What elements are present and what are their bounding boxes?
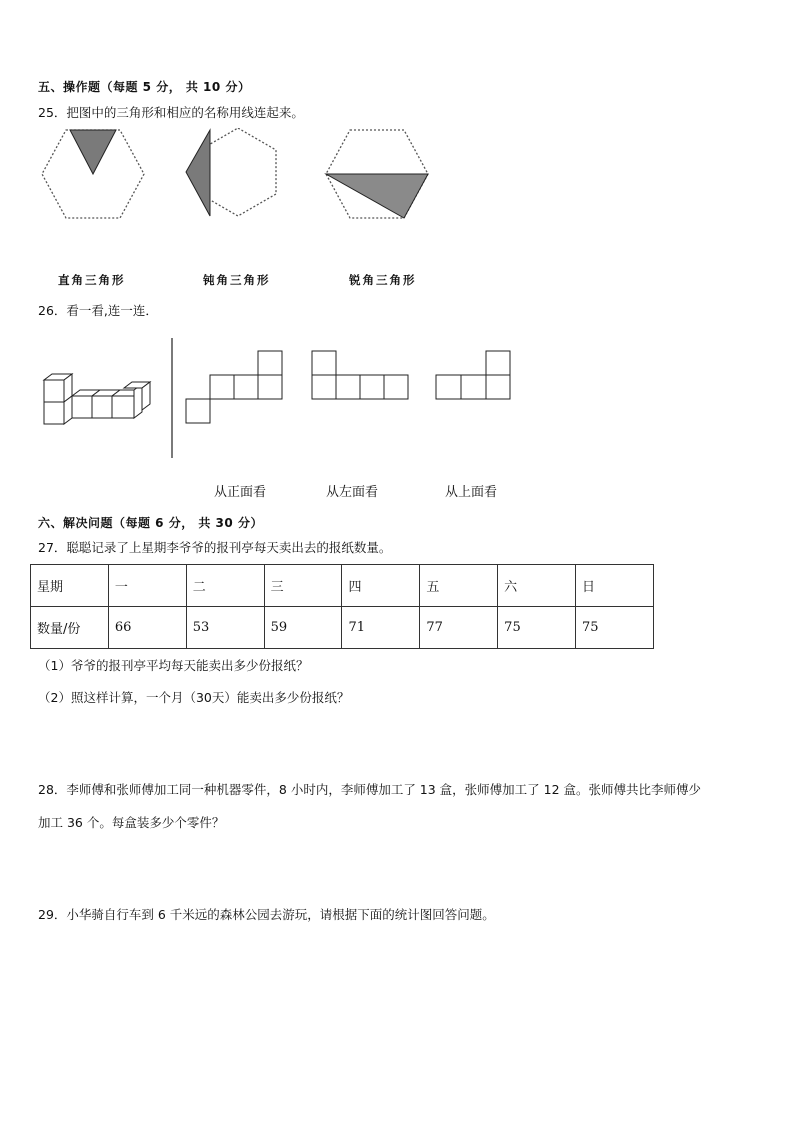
question-28-line-2: 加工 36 个。每盒装多少个零件？ xyxy=(38,815,225,830)
hexagon-figures xyxy=(40,128,440,224)
table-row xyxy=(31,607,654,649)
table-cell: 五 xyxy=(420,565,498,607)
hexagon-3 xyxy=(326,130,428,218)
question-28-line-1: 28．李师傅和张师傅加工同一种机器零件，8 小时内，李师傅加工了 13 盒，张师傅加工了 12 盒。张师傅共比李师傅少 xyxy=(38,782,702,797)
table-cell: 77 xyxy=(420,607,498,649)
label-left-view: 从左面看 xyxy=(326,485,379,500)
table-cell: 日 xyxy=(576,565,654,607)
hexagon-1 xyxy=(42,130,144,218)
table-cell: 三 xyxy=(264,565,342,607)
cube-solid xyxy=(44,374,150,424)
label-top-view: 从上面看 xyxy=(445,485,498,500)
table-cell: 四 xyxy=(342,565,420,607)
sales-table xyxy=(30,564,654,649)
label-front-view: 从正面看 xyxy=(214,485,267,500)
table-cell: 一 xyxy=(108,565,186,607)
label-obtuse-triangle: 钝角三角形 xyxy=(203,273,271,287)
section-6-title: 六、解决问题（每题 6 分， 共 30 分） xyxy=(38,516,263,530)
question-27-part-2: （2）照这样计算，一个月（30天）能卖出多少份报纸？ xyxy=(38,690,350,705)
view-shape-2 xyxy=(312,351,408,399)
cube-views-figure xyxy=(38,338,518,460)
question-26: 26．看一看,连一连． xyxy=(38,303,158,318)
table-cell: 75 xyxy=(576,607,654,649)
table-cell: 六 xyxy=(498,565,576,607)
view-shape-1 xyxy=(186,351,282,423)
table-cell: 星期 xyxy=(31,565,109,607)
table-cell: 71 xyxy=(342,607,420,649)
table-cell: 数量/份 xyxy=(31,607,109,649)
view-shape-3 xyxy=(436,351,510,399)
label-acute-triangle: 锐角三角形 xyxy=(349,273,417,287)
section-5-title: 五、操作题（每题 5 分， 共 10 分） xyxy=(38,80,251,94)
question-27: 27．聪聪记录了上星期李爷爷的报刊亭每天卖出去的报纸数量。 xyxy=(38,540,392,555)
table-cell: 66 xyxy=(108,607,186,649)
hexagon-2 xyxy=(186,128,276,216)
question-27-part-1: （1）爷爷的报刊亭平均每天能卖出多少份报纸？ xyxy=(38,658,309,673)
table-header-row xyxy=(31,565,654,607)
table-cell: 二 xyxy=(186,565,264,607)
table-cell: 59 xyxy=(264,607,342,649)
table-cell: 53 xyxy=(186,607,264,649)
question-25: 25．把图中的三角形和相应的名称用线连起来。 xyxy=(38,105,304,120)
label-right-triangle: 直角三角形 xyxy=(58,273,126,287)
question-29: 29．小华骑自行车到 6 千米远的森林公园去游玩，请根据下面的统计图回答问题。 xyxy=(38,907,495,922)
table-cell: 75 xyxy=(498,607,576,649)
